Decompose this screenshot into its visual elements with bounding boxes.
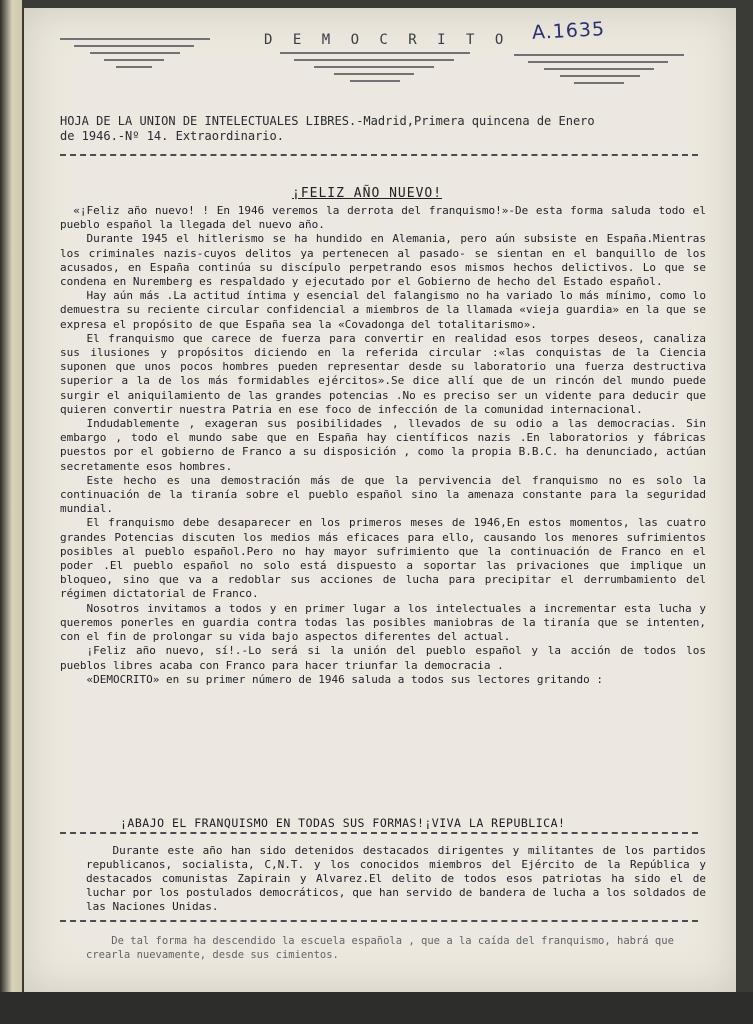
paragraph: Hay aún más .La actitud íntima y esencial del falangismo no ha variado lo más mínimo, como lo demuestra su reciente circular confidencial a miembros de la llamada «vieja guardia» en la que se expresa el propósito de que España sea la «Covadonga del totalitarismo».: [60, 289, 706, 331]
closing-slogan: ¡ABAJO EL FRANQUISMO EN TODAS SUS FORMAS!¡VIVA LA REPUBLICA!: [120, 816, 566, 830]
article-heading: ¡FELIZ AÑO NUEVO!: [292, 186, 443, 201]
boxed-note: [86, 844, 706, 914]
masthead-decoration-left: [60, 38, 210, 73]
masthead-decoration-right: [514, 54, 684, 89]
tail-note-text: De tal forma ha descendido la escuela española , que a la caída del franquismo, habrá que crearla nuevamente, desde sus cimientos.: [86, 935, 674, 961]
archive-reference-stamp: A.1635: [531, 18, 606, 44]
document-page: [24, 8, 736, 992]
paragraph: ¡Feliz año nuevo, sí!.-Lo será si la unión del pueblo español y la acción de todos los pueblos libres acaba con Franco para hacer triunfar la democracia .: [60, 644, 706, 672]
paragraph: «¡Feliz año nuevo! ! En 1946 veremos la derrota del franquismo!»-De esta forma saluda todo el pueblo español la llegada del nuevo año.: [60, 204, 706, 232]
paragraph: Indudablemente , exageran sus posibilidades , llevados de su odio a las democracias. Sin embargo , todo el mundo sabe que en España hay científicos nazis .En laboratorios y fábricas puestos por el gobierno de Franco a su disposición , como la propia B.B.C. ha denunciado, actúan secretamente esos hombres.: [60, 417, 706, 473]
subtitle-line-1: HOJA DE LA UNION DE INTELECTUALES LIBRES.-Madrid,Primera quincena de Enero: [60, 114, 595, 128]
article-body: [60, 204, 706, 687]
divider-box-top: [60, 832, 698, 834]
subtitle-line-2: de 1946.-Nº 14. Extraordinario.: [60, 129, 284, 143]
paragraph: El franquismo que carece de fuerza para convertir en realidad esos torpes deseos, canaliza sus ilusiones y propósitos diciendo en la referida circular :«las conquistas de la Ciencia suponen que unos pocos hombres pueden representar desde su laboratorio una fuerza destructiva superior a la de los más formidables ejércitos».Se dice allí que de un rincón del mundo puede surgir el aniquilamiento de las grandes potencias .No es preciso ser un vidente para deducir que quieren convertir nuestra Patria en ese foco de infección de la comunidad internacional.: [60, 331, 706, 416]
paragraph: Nosotros invitamos a todos y en primer lugar a los intelectuales a incrementar esta lucha y queremos ponerles en guardia contra todas las posibles maniobras de la tiranía que se intenten, con el fin de prolongar su vida bajo aspectos diferentes del actual.: [60, 601, 706, 644]
boxed-note-text: Durante este año han sido detenidos destacados dirigentes y militantes de los partidos republicanos, socialista, C,N.T. y los conocidos miembros del Ejército de la República y destacados comunistas Zapirain y Alvarez.El delito de todos esos patriotas ha sido el de luchar por los postulados democráticos, que han servido de bandera de lucha a los soldados de las Naciones Unidas.: [86, 844, 706, 913]
divider-top: [60, 154, 698, 156]
tail-note: [86, 934, 706, 962]
paragraph: «DEMOCRITO» en su primer número de 1946 saluda a todos sus lectores gritando :: [86, 672, 604, 686]
masthead-subtitle: [60, 114, 700, 144]
masthead-decoration-center: [280, 52, 470, 87]
scan-left-edge: [0, 0, 22, 1024]
divider-box-bottom: [60, 920, 698, 922]
masthead-title: D E M O C R I T O: [264, 32, 510, 48]
paragraph: El franquismo debe desaparecer en los primeros meses de 1946,En estos momentos, las cuatro grandes Potencias discuten los medios más eficaces para ello, causando los menores sufrimientos posibles al pueblo español.Pero no hay mayor sufrimiento que la continuación de Franco en el poder .El pueblo español no solo está dispuesto a soportar las privaciones que implique un bloqueo, sino que va a redoblar sus acciones de lucha para precipitar el derrumbamiento del régimen dictatorial de Franco.: [60, 516, 706, 601]
paragraph: Este hecho es una demostración más de que la pervivencia del franquismo no es solo la continuación de la tiranía sobre el pueblo español sino la amenaza constante para la seguridad mundial.: [60, 473, 706, 516]
paragraph: Durante 1945 el hitlerismo se ha hundido en Alemania, pero aún subsiste en España.Mientras los criminales nazis-cuyos delitos ya pertenecen al pasado- se sientan en el banquillo de los acusados, en España continúa su discípulo perpetrando esos mismos hechos delictivos. Lo que se condena en Nuremberg es respaldado y ejecutado por el Gobierno de hecho del Estado español.: [60, 232, 706, 289]
scan-bottom-edge: [0, 992, 753, 1024]
